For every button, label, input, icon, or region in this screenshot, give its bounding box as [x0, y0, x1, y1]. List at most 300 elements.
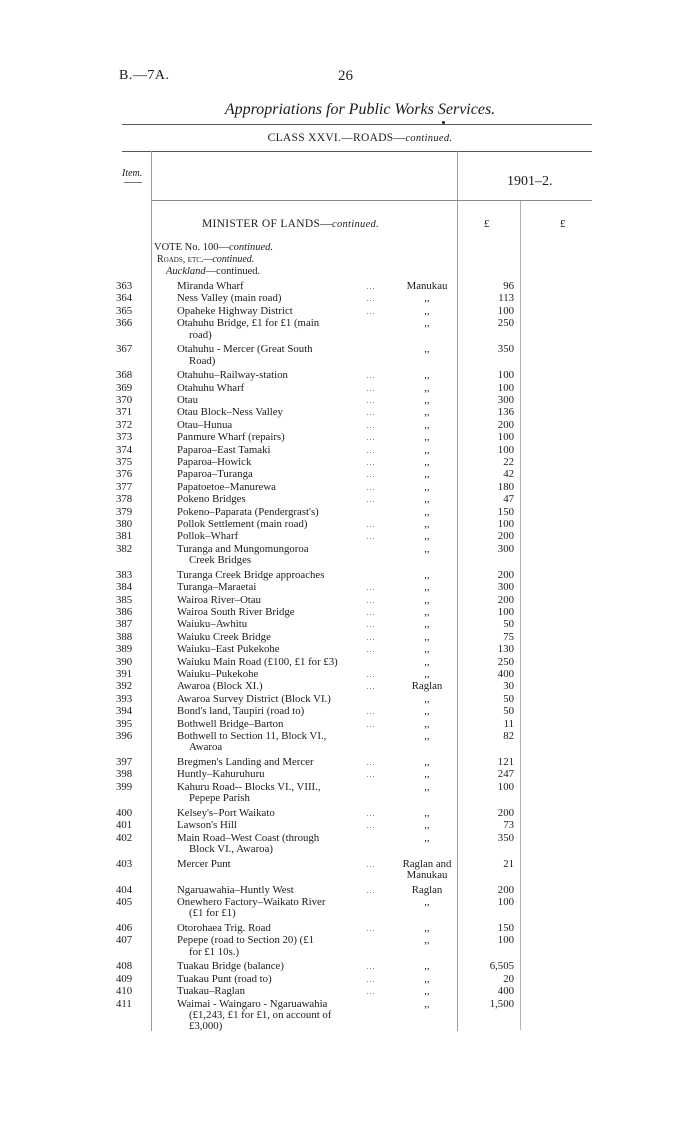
- pound-symbol-amount: £: [484, 218, 490, 230]
- electoral-district: [392, 293, 462, 304]
- item-number: 379: [116, 505, 133, 518]
- description-continuation: Road): [189, 354, 216, 367]
- work-description: [177, 706, 372, 717]
- work-description: [177, 519, 372, 530]
- amount: 400: [497, 985, 514, 998]
- work-description: [177, 719, 372, 730]
- amount: 400: [497, 668, 514, 680]
- leader-dots: ...: [366, 445, 376, 455]
- leader-dots: ...: [366, 420, 376, 430]
- item-number: 407: [116, 934, 133, 947]
- district-line: ,,: [424, 705, 430, 718]
- work-description: [177, 820, 372, 831]
- amount: 1,500: [489, 997, 514, 1010]
- amount: 30: [503, 680, 514, 693]
- work-description: [177, 657, 372, 668]
- work-description: [177, 669, 372, 680]
- electoral-district: [392, 395, 462, 406]
- amount: 100: [497, 304, 514, 317]
- leader-dots: ...: [366, 458, 376, 467]
- description-line: Otau: [177, 394, 198, 406]
- electoral-district: [392, 782, 462, 793]
- work-description: [177, 885, 372, 896]
- electoral-district: [392, 897, 462, 908]
- district-line: ,,: [424, 493, 430, 506]
- description-line: Tuakau Bridge (balance): [177, 960, 284, 973]
- item-number: 408: [116, 960, 133, 973]
- work-description: [177, 694, 372, 705]
- work-description: [177, 306, 372, 317]
- page-title: Appropriations for Public Works Services.: [224, 101, 496, 118]
- leader-dots: ...: [366, 808, 376, 818]
- leader-dots: ...: [366, 632, 376, 642]
- document-reference: B.—7A.: [119, 68, 170, 83]
- leader-dots: ...: [366, 821, 376, 831]
- leader-dots: ...: [366, 294, 376, 304]
- description-line: Papatoetoe–Manurewa: [177, 480, 276, 493]
- leader-dots: ...: [366, 520, 376, 529]
- description-line: Huntly–Kahuruhuru: [177, 768, 265, 781]
- work-description: [177, 644, 372, 655]
- district-line: ,,: [424, 468, 430, 481]
- amount: 150: [497, 922, 514, 934]
- electoral-district: [392, 432, 462, 443]
- district-line: ,,: [424, 896, 430, 908]
- amount: 130: [497, 643, 514, 656]
- item-number: 382: [116, 542, 133, 555]
- item-number: 388: [116, 630, 133, 643]
- electoral-district: [392, 731, 462, 742]
- leader-dots: ...: [366, 583, 376, 593]
- description-line: Awaroa Survey District (Block VI.): [177, 692, 331, 705]
- district-line: ,,: [424, 934, 430, 947]
- district-line: ,,: [424, 756, 430, 768]
- leader-dots: ...: [366, 383, 376, 393]
- leader-dots: ...: [366, 371, 376, 381]
- district-line: Raglan: [411, 883, 443, 896]
- district-line: ,,: [424, 406, 430, 419]
- leader-dots: ...: [366, 859, 376, 869]
- item-number: 384: [116, 581, 133, 594]
- roads-label: Roads, etc.: [157, 254, 204, 265]
- electoral-district: [392, 370, 462, 381]
- description-continuation: (£1,243, £1 for £1, on account of: [189, 1009, 332, 1021]
- work-description: [177, 318, 372, 341]
- item-number: 403: [116, 857, 133, 870]
- item-number: 410: [116, 985, 133, 998]
- work-description: [177, 935, 372, 958]
- leader-dots: ...: [366, 987, 376, 997]
- item-number: 368: [116, 369, 133, 382]
- amount: 22: [503, 456, 514, 468]
- item-number: 372: [116, 418, 133, 431]
- description-line: Otau–Hunua: [177, 418, 233, 431]
- district-line: ,,: [424, 317, 430, 330]
- amount: 100: [497, 518, 514, 530]
- item-number: 406: [116, 922, 133, 934]
- amount: 200: [497, 568, 514, 581]
- description-continuation: Awaroa: [189, 741, 223, 754]
- amount: 200: [497, 806, 514, 819]
- electoral-district: [392, 482, 462, 493]
- electoral-district: [392, 507, 462, 518]
- district-line: ,,: [424, 593, 430, 606]
- electoral-district: [392, 469, 462, 480]
- district-line: ,,: [424, 922, 430, 934]
- electoral-district: [392, 644, 462, 655]
- amount: 75: [503, 630, 514, 643]
- description-line: Pepepe (road to Section 20) (£1: [177, 934, 315, 947]
- work-description: [177, 859, 372, 870]
- item-number: 373: [116, 431, 133, 444]
- district-line: ,,: [424, 292, 430, 305]
- electoral-district: [392, 719, 462, 730]
- description-line: Waiuku Creek Bridge: [177, 630, 271, 643]
- description-continuation: (£1 for £1): [189, 907, 236, 920]
- description-continuation: Creek Bridges: [189, 554, 252, 567]
- description-line: Main Road–West Coast (through: [177, 831, 320, 844]
- amount: 96: [503, 280, 514, 292]
- work-description: [177, 370, 372, 381]
- description-line: Otahuhu Bridge, £1 for £1 (main: [177, 317, 320, 330]
- district-line: ,,: [424, 768, 430, 781]
- amount: 121: [497, 756, 514, 768]
- amount: 350: [497, 831, 514, 844]
- leader-dots: ...: [366, 670, 376, 679]
- work-description: [177, 445, 372, 456]
- item-number: 392: [116, 680, 133, 693]
- leader-dots: ...: [366, 470, 376, 480]
- work-description: [177, 507, 372, 518]
- description-line: Ngaruawahia–Huntly West: [177, 883, 294, 896]
- description-line: Waiuku–Awhitu: [177, 618, 248, 631]
- electoral-district: [392, 859, 462, 882]
- district-line: ,,: [424, 972, 430, 985]
- leader-dots: ...: [366, 495, 376, 505]
- work-description: [177, 632, 372, 643]
- district-line: ,,: [424, 717, 430, 730]
- electoral-district: [392, 632, 462, 643]
- leader-dots: ...: [366, 433, 376, 443]
- description-line: Kelsey's–Port Waikato: [177, 806, 275, 819]
- electoral-district: [392, 833, 462, 844]
- item-number: 397: [116, 756, 133, 768]
- item-number: 369: [116, 381, 133, 394]
- electoral-district: [392, 681, 462, 692]
- description-line: Paparoa–Turanga: [177, 468, 253, 481]
- electoral-district: [392, 420, 462, 431]
- electoral-district: [392, 694, 462, 705]
- leader-dots: ...: [366, 608, 376, 617]
- minister-continued: continued.: [332, 219, 380, 230]
- district-line: Raglan and: [402, 857, 452, 870]
- item-number: 370: [116, 394, 133, 406]
- amount: 300: [497, 394, 514, 406]
- amount: 20: [503, 972, 514, 985]
- electoral-district: [392, 820, 462, 831]
- amount: 73: [503, 819, 514, 832]
- electoral-district: [392, 935, 462, 946]
- item-number: 404: [116, 883, 133, 896]
- description-line: Pollok Settlement (main road): [177, 518, 308, 530]
- electoral-district: [392, 769, 462, 780]
- description-line: Bothwell Bridge–Barton: [177, 717, 284, 730]
- item-number: 386: [116, 606, 133, 618]
- district-line: ,,: [424, 418, 430, 431]
- amount: 6,505: [489, 960, 514, 973]
- description-line: Waiuku–East Pukekohe: [177, 643, 280, 656]
- description-continuation: road): [189, 328, 212, 341]
- description-line: Wairoa South River Bridge: [177, 606, 295, 618]
- description-line: Turanga–Maraetai: [177, 581, 257, 594]
- description-line: Tuakau–Raglan: [177, 985, 245, 998]
- description-line: Otahuhu–Railway-station: [177, 369, 288, 382]
- district-line: ,,: [424, 831, 430, 844]
- description-continuation: for £1 10s.): [189, 945, 240, 958]
- work-description: [177, 544, 372, 567]
- item-number: 395: [116, 717, 133, 730]
- electoral-district: [392, 582, 462, 593]
- amount: 300: [497, 581, 514, 594]
- minister-label: MINISTER OF LANDS—: [202, 218, 332, 230]
- amount: 300: [497, 542, 514, 555]
- district-line: ,,: [424, 643, 430, 656]
- amount: 100: [497, 443, 514, 456]
- leader-dots: ...: [366, 924, 376, 933]
- leader-dots: ...: [366, 282, 376, 291]
- amount: 100: [497, 896, 514, 908]
- district-line: ,,: [424, 668, 430, 680]
- electoral-district: [392, 961, 462, 972]
- electoral-district: [392, 669, 462, 680]
- electoral-district: [392, 706, 462, 717]
- leader-dots: ...: [366, 620, 376, 630]
- work-description: [177, 281, 372, 292]
- description-line: Turanga Creek Bridge approaches: [177, 568, 325, 581]
- leader-dots: ...: [366, 682, 376, 692]
- work-description: [177, 769, 372, 780]
- item-number: 399: [116, 780, 133, 793]
- leader-dots: ...: [366, 707, 376, 717]
- class-title-main: CLASS XXVI.—ROADS—: [267, 132, 406, 144]
- district-line: ,,: [424, 381, 430, 394]
- amount: 100: [497, 369, 514, 382]
- amount: 247: [497, 768, 514, 781]
- item-number: 363: [116, 280, 133, 292]
- work-description: [177, 757, 372, 768]
- electoral-district: [392, 657, 462, 668]
- description-line: Kahuru Road-- Blocks VI., VIII.,: [177, 780, 321, 793]
- amount: 100: [497, 381, 514, 394]
- amount: 250: [497, 317, 514, 330]
- district-line: ,,: [424, 655, 430, 668]
- district-line: Manukau: [406, 280, 448, 292]
- electoral-district: [392, 445, 462, 456]
- description-line: Wairoa River–Otau: [177, 593, 261, 606]
- description-line: Bregmen's Landing and Mercer: [177, 756, 314, 768]
- district-line: ,,: [424, 819, 430, 832]
- electoral-district: [392, 494, 462, 505]
- item-number: 389: [116, 643, 133, 656]
- district-line: ,,: [424, 630, 430, 643]
- description-line: Pokeno Bridges: [177, 493, 246, 506]
- item-number: 401: [116, 819, 133, 832]
- work-description: [177, 961, 372, 972]
- description-continuation: £3,000): [189, 1020, 223, 1033]
- amount: 113: [498, 292, 514, 305]
- item-number: 367: [116, 343, 133, 356]
- work-description: [177, 531, 372, 542]
- item-number: 371: [116, 406, 133, 419]
- work-description: [177, 494, 372, 505]
- electoral-district: [392, 885, 462, 896]
- district-line: Raglan: [411, 680, 443, 693]
- item-number: 364: [116, 292, 133, 305]
- leader-dots: ...: [366, 770, 376, 780]
- amount: 350: [497, 343, 514, 356]
- work-description: [177, 897, 372, 920]
- item-number: 378: [116, 493, 133, 506]
- description-line: Paparoa–Howick: [177, 456, 252, 468]
- item-number: 402: [116, 831, 133, 844]
- amount: 150: [497, 505, 514, 518]
- work-description: [177, 420, 372, 431]
- work-description: [177, 432, 372, 443]
- description-line: Otau Block–Ness Valley: [177, 406, 283, 419]
- item-number: 394: [116, 705, 133, 718]
- work-description: [177, 344, 372, 367]
- work-description: [177, 833, 372, 856]
- item-number: 380: [116, 518, 133, 530]
- electoral-district: [392, 808, 462, 819]
- district-line: ,,: [424, 960, 430, 973]
- work-description: [177, 383, 372, 394]
- description-line: Mercer Punt: [177, 857, 231, 870]
- description-line: Waiuku–Pukekohe: [177, 668, 259, 680]
- item-number: 411: [116, 997, 132, 1010]
- work-description: [177, 607, 372, 618]
- district-line: ,,: [424, 806, 430, 819]
- work-description: [177, 595, 372, 606]
- description-line: Onewhero Factory–Waikato River: [177, 896, 326, 908]
- work-description: [177, 469, 372, 480]
- description-line: Pokeno–Paparata (Pendergrast's): [177, 505, 319, 518]
- leader-dots: ...: [366, 758, 376, 767]
- district-line: ,,: [424, 443, 430, 456]
- district-line: ,,: [424, 692, 430, 705]
- amount: 200: [497, 530, 514, 543]
- work-description: [177, 731, 372, 754]
- item-number: 390: [116, 655, 133, 668]
- district-line: ,,: [424, 997, 430, 1010]
- district-line: ,,: [424, 568, 430, 581]
- work-description: [177, 999, 372, 1033]
- district-line: ,,: [424, 431, 430, 444]
- work-description: [177, 293, 372, 304]
- leader-dots: ...: [366, 396, 376, 405]
- item-number: 385: [116, 593, 133, 606]
- electoral-district: [392, 519, 462, 530]
- work-description: [177, 923, 372, 934]
- description-line: Paparoa–East Tamaki: [177, 443, 271, 456]
- item-number: 396: [116, 730, 133, 742]
- amount: 100: [497, 780, 514, 793]
- leader-dots: ...: [366, 645, 376, 655]
- district-line: ,,: [424, 985, 430, 998]
- work-description: [177, 407, 372, 418]
- district-line: ,,: [424, 530, 430, 543]
- electoral-district: [392, 344, 462, 355]
- year-column-header: 1901–2.: [507, 174, 553, 189]
- amount: 21: [503, 857, 514, 870]
- district-line: ,,: [424, 505, 430, 518]
- description-line: Lawson's Hill: [177, 819, 237, 832]
- item-number: 398: [116, 768, 133, 781]
- item-number: 391: [116, 668, 133, 680]
- work-description: [177, 482, 372, 493]
- description-line: Opaheke Highway District: [177, 304, 293, 317]
- district-line: ,,: [424, 542, 430, 555]
- item-number: 377: [116, 480, 133, 493]
- district-line: ,,: [424, 780, 430, 793]
- item-number: 400: [116, 806, 133, 819]
- vote-label: VOTE No. 100—: [154, 242, 229, 253]
- work-description: [177, 986, 372, 997]
- district-continued: —continued.: [205, 266, 261, 277]
- district-line: ,,: [424, 730, 430, 742]
- item-number: 383: [116, 568, 133, 581]
- electoral-district: [392, 757, 462, 768]
- description-line: Waiuku Main Road (£100, £1 for £3): [177, 655, 338, 668]
- electoral-district: [392, 595, 462, 606]
- description-line: Bothwell to Section 11, Block VI.,: [177, 730, 327, 742]
- amount: 250: [497, 655, 514, 668]
- work-description: [177, 570, 372, 581]
- district-line: ,,: [424, 606, 430, 618]
- item-number: 387: [116, 618, 133, 631]
- amount: 47: [503, 493, 514, 506]
- district-line: ,,: [424, 369, 430, 382]
- description-line: Tuakau Punt (road to): [177, 972, 272, 985]
- district-line: ,,: [424, 304, 430, 317]
- electoral-district: [392, 318, 462, 329]
- amount: 100: [497, 934, 514, 947]
- electoral-district: [392, 619, 462, 630]
- amount: 50: [503, 705, 514, 718]
- amount: 136: [497, 406, 514, 419]
- electoral-district: [392, 999, 462, 1010]
- item-number: 393: [116, 692, 133, 705]
- amount: 100: [497, 431, 514, 444]
- amount: 180: [497, 480, 514, 493]
- item-number: 376: [116, 468, 133, 481]
- electoral-district: [392, 544, 462, 555]
- description-continuation: Block VI., Awaroa): [189, 843, 273, 855]
- item-column-header: Item.: [122, 168, 143, 179]
- electoral-district: [392, 923, 462, 934]
- description-line: Turanga and Mungomungoroa: [177, 542, 309, 555]
- leader-dots: ...: [366, 306, 376, 316]
- district-line: ,,: [424, 518, 430, 530]
- description-line: Pollok–Wharf: [177, 530, 239, 543]
- item-number: 366: [116, 317, 133, 330]
- item-number: 405: [116, 896, 133, 908]
- district-line: ,,: [424, 480, 430, 493]
- work-description: [177, 457, 372, 468]
- leader-dots: ...: [366, 719, 376, 729]
- district-label: Auckland: [166, 266, 206, 277]
- description-line: Waimai - Waingaro - Ngaruawahia: [177, 997, 328, 1010]
